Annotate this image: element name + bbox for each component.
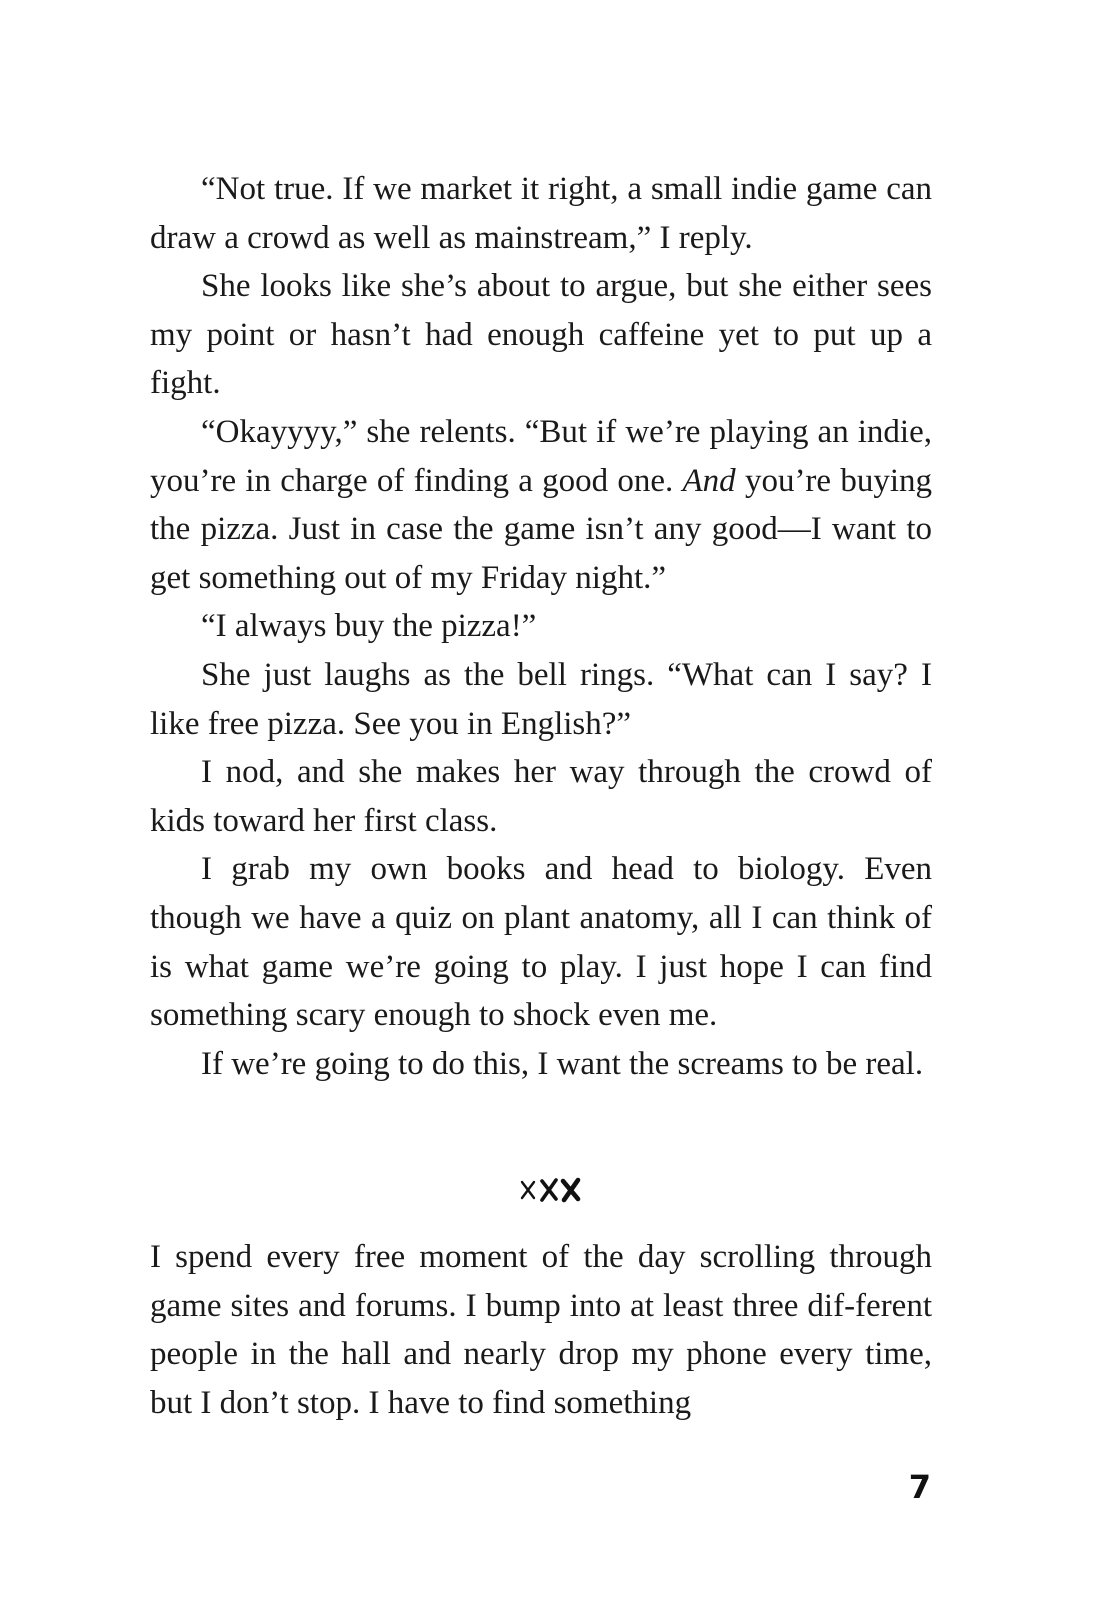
paragraph-text: you’re buying the pizza. Just in case the game isn’t any good—I want to get something out of my Friday night.” [150,462,932,596]
paragraph: She looks like she’s about to argue, but she either sees my point or hasn’t had enough caffeine yet to put up a fight. [150,268,932,402]
emphasis-text: And [682,462,736,499]
page-number: 7 [908,1468,931,1506]
paragraph: “I always buy the pizza!” [201,608,537,645]
text-block-bottom [150,1233,932,1427]
text-block-top [150,165,932,1088]
paragraph: I nod, and she makes her way through the crowd of kids toward her first class. [150,754,932,839]
paragraph: I spend every free moment of the day scrolling through game sites and forums. I bump into at least three dif-ferent people in the hall and nearly drop my phone every time, but I don’t stop. I have to find something [150,1239,932,1421]
paragraph: “Not true. If we market it right, a small indie game can draw a crowd as well as mainstream,” I reply. [150,171,932,256]
paragraph [150,408,932,602]
paragraph-text: “Okayyyy,” she relents. “But if we’re playing an indie, you’re in charge of finding a good one. [150,413,932,499]
paragraph: If we’re going to do this, I want the screams to be real. [201,1045,924,1082]
paragraph: She just laughs as the bell rings. “What can I say? I like free pizza. See you in English?” [150,656,932,742]
xxx-scene-break-icon [516,1172,586,1208]
scene-break [0,1172,1101,1212]
paragraph: I grab my own books and head to biology. Even though we have a quiz on plant anatomy, all I can think of is what game we’re going to play. I just hope I can find something scary enough to shock even me. [150,851,932,1034]
